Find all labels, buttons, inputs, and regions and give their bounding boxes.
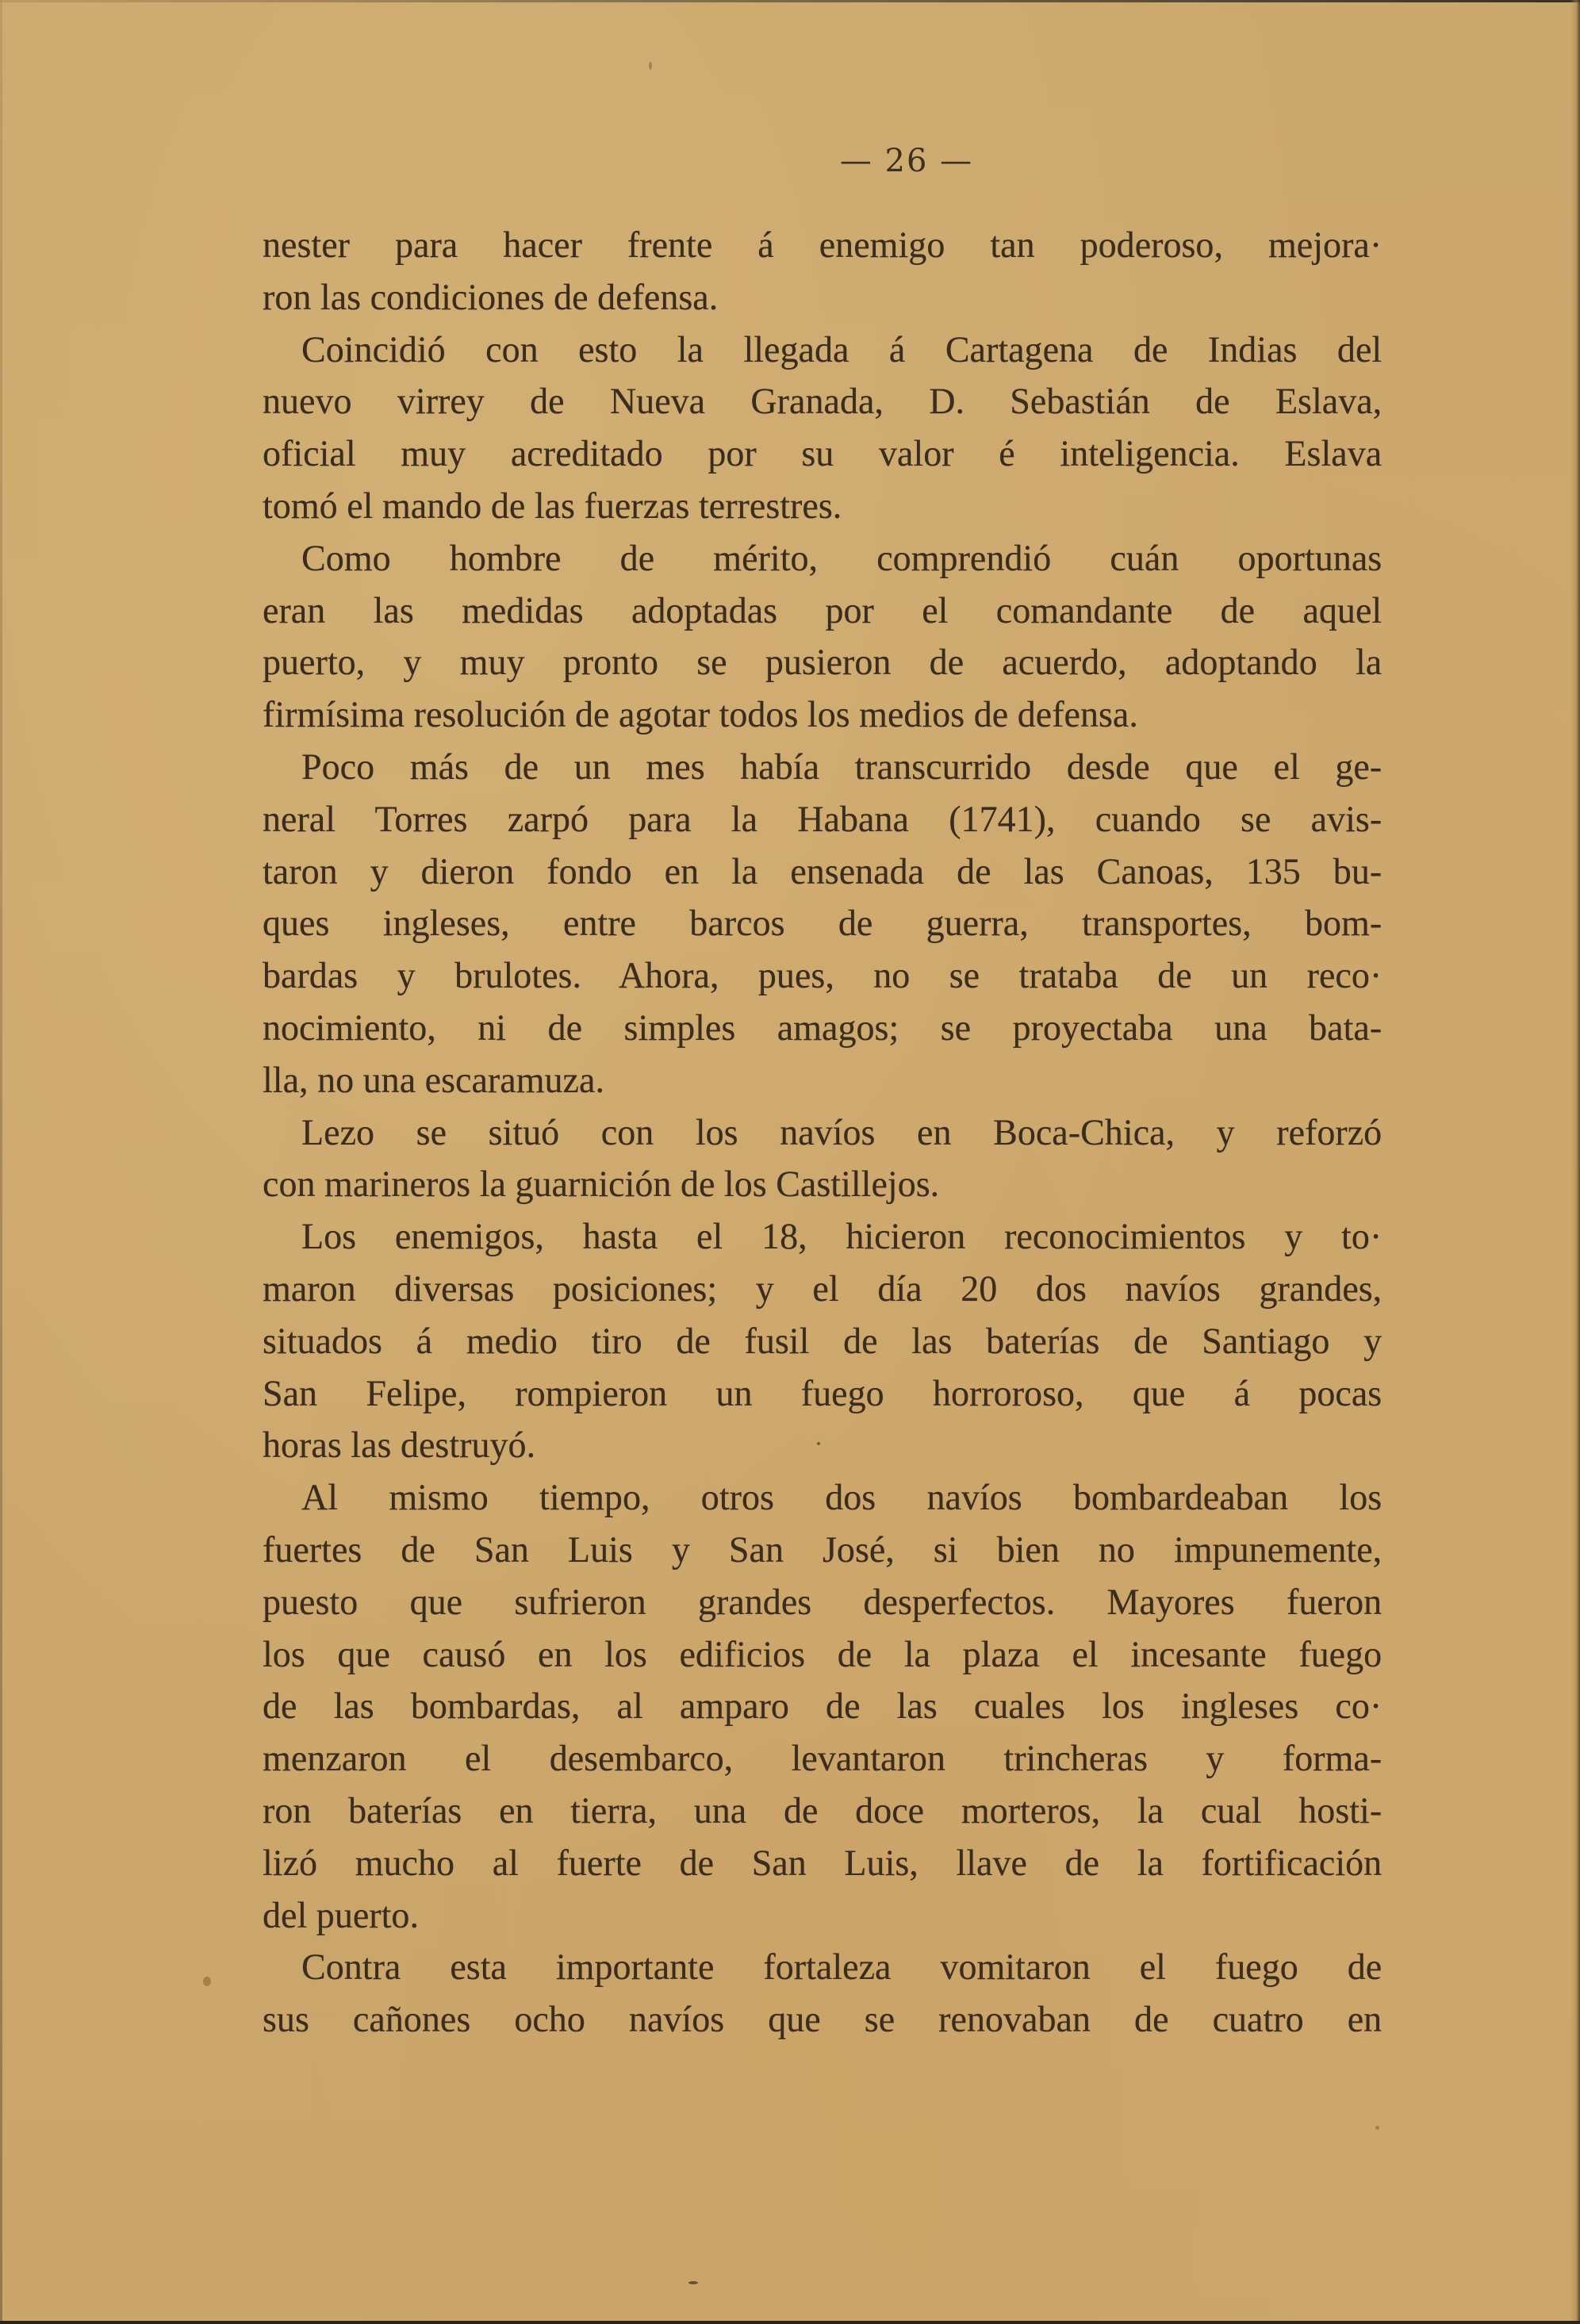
paper-speck — [203, 1977, 211, 1986]
text-line: bardas y brulotes. Ahora, pues, no se trataba de un reco· — [263, 955, 1382, 997]
text-line: maron diversas posiciones; y el día 20 dos navíos grandes, — [263, 1267, 1382, 1310]
text-line: firmísima resolución de agotar todos los medios de defensa. — [263, 694, 1138, 736]
text-line: Como hombre de mérito, comprendió cuán oportunas — [301, 537, 1382, 579]
text-line: ques ingleses, entre barcos de guerra, transportes, bom- — [263, 903, 1382, 945]
text-line: sus cañones ocho navíos que se renovaban de cuatro en — [263, 1999, 1382, 2041]
text-line: menzaron el desembarco, levantaron trincheras y forma- — [263, 1738, 1382, 1780]
paragraph — [263, 1472, 1405, 1942]
paper-speck — [688, 2281, 698, 2284]
paragraph — [263, 220, 1405, 324]
text-line: nocimiento, ni de simples amagos; se proyectaba una bata- — [263, 1007, 1382, 1049]
text-line: San Felipe, rompieron un fuego horroroso, que á pocas — [263, 1372, 1382, 1414]
text-line: fuertes de San Luis y San José, si bien no impunemente, — [263, 1528, 1382, 1570]
text-line: Poco más de un mes había transcurrido desde que el ge- — [301, 746, 1382, 788]
paragraph — [263, 1211, 1405, 1472]
text-line: Coincidió con esto la llegada á Cartagena de Indias del — [301, 328, 1382, 370]
page-edge-top — [0, 0, 1580, 2]
text-line: horas las destruyó. — [263, 1425, 536, 1467]
page-number: — 26 — — [839, 143, 974, 179]
text-line: Lezo se situó con los navíos en Boca-Chica, y reforzó — [301, 1111, 1382, 1153]
text-line: puesto que sufrieron grandes desperfectos. Mayores fueron — [263, 1581, 1382, 1623]
text-line: neral Torres zarpó para la Habana (1741), cuando se avis- — [263, 798, 1382, 840]
text-line: lizó mucho al fuerte de San Luis, llave de la fortificación — [263, 1842, 1382, 1884]
paragraph — [263, 742, 1405, 1107]
paragraph — [263, 533, 1405, 742]
text-line: nester para hacer frente á enemigo tan poderoso, mejora· — [263, 224, 1382, 266]
text-line: oficial muy acreditado por su valor é inteligencia. Eslava — [263, 433, 1382, 475]
text-line: los que causó en los edificios de la plaza el incesante fuego — [263, 1633, 1382, 1675]
text-line: puerto, y muy pronto se pusieron de acuerdo, adoptando la — [263, 642, 1382, 684]
text-line: del puerto. — [263, 1894, 419, 1936]
text-line: Al mismo tiempo, otros dos navíos bombardeaban los — [301, 1477, 1382, 1519]
text-line: nuevo virrey de Nueva Granada, D. Sebastián de Eslava, — [263, 381, 1382, 423]
page-edge-right — [1570, 0, 1580, 2324]
page-edge-left — [0, 0, 2, 2324]
text-line: con marineros la guarnición de los Castillejos. — [263, 1164, 940, 1206]
text-line: Contra esta importante fortaleza vomitaron el fuego de — [301, 1946, 1382, 1988]
paragraph — [263, 1942, 1405, 2046]
body-text — [263, 220, 1405, 2046]
paper-speck — [1375, 2126, 1379, 2130]
text-line: situados á medio tiro de fusil de las baterías de Santiago y — [263, 1320, 1382, 1362]
paragraph — [263, 324, 1405, 533]
paper-speck — [649, 62, 652, 70]
paragraph — [263, 1107, 1405, 1212]
text-line: Los enemigos, hasta el 18, hicieron reconocimientos y to· — [301, 1216, 1382, 1258]
text-line: ron las condiciones de defensa. — [263, 276, 719, 318]
text-line: eran las medidas adoptadas por el comandante de aquel — [263, 589, 1382, 631]
text-line: tomó el mando de las fuerzas terrestres. — [263, 485, 842, 527]
page-edge-bottom — [0, 2321, 1580, 2324]
text-line: de las bombardas, al amparo de las cuales los ingleses co· — [263, 1685, 1382, 1728]
text-line: ron baterías en tierra, una de doce morteros, la cual hosti- — [263, 1789, 1382, 1831]
text-line: taron y dieron fondo en la ensenada de las Canoas, 135 bu- — [263, 850, 1382, 892]
text-line: lla, no una escaramuza. — [263, 1059, 604, 1101]
